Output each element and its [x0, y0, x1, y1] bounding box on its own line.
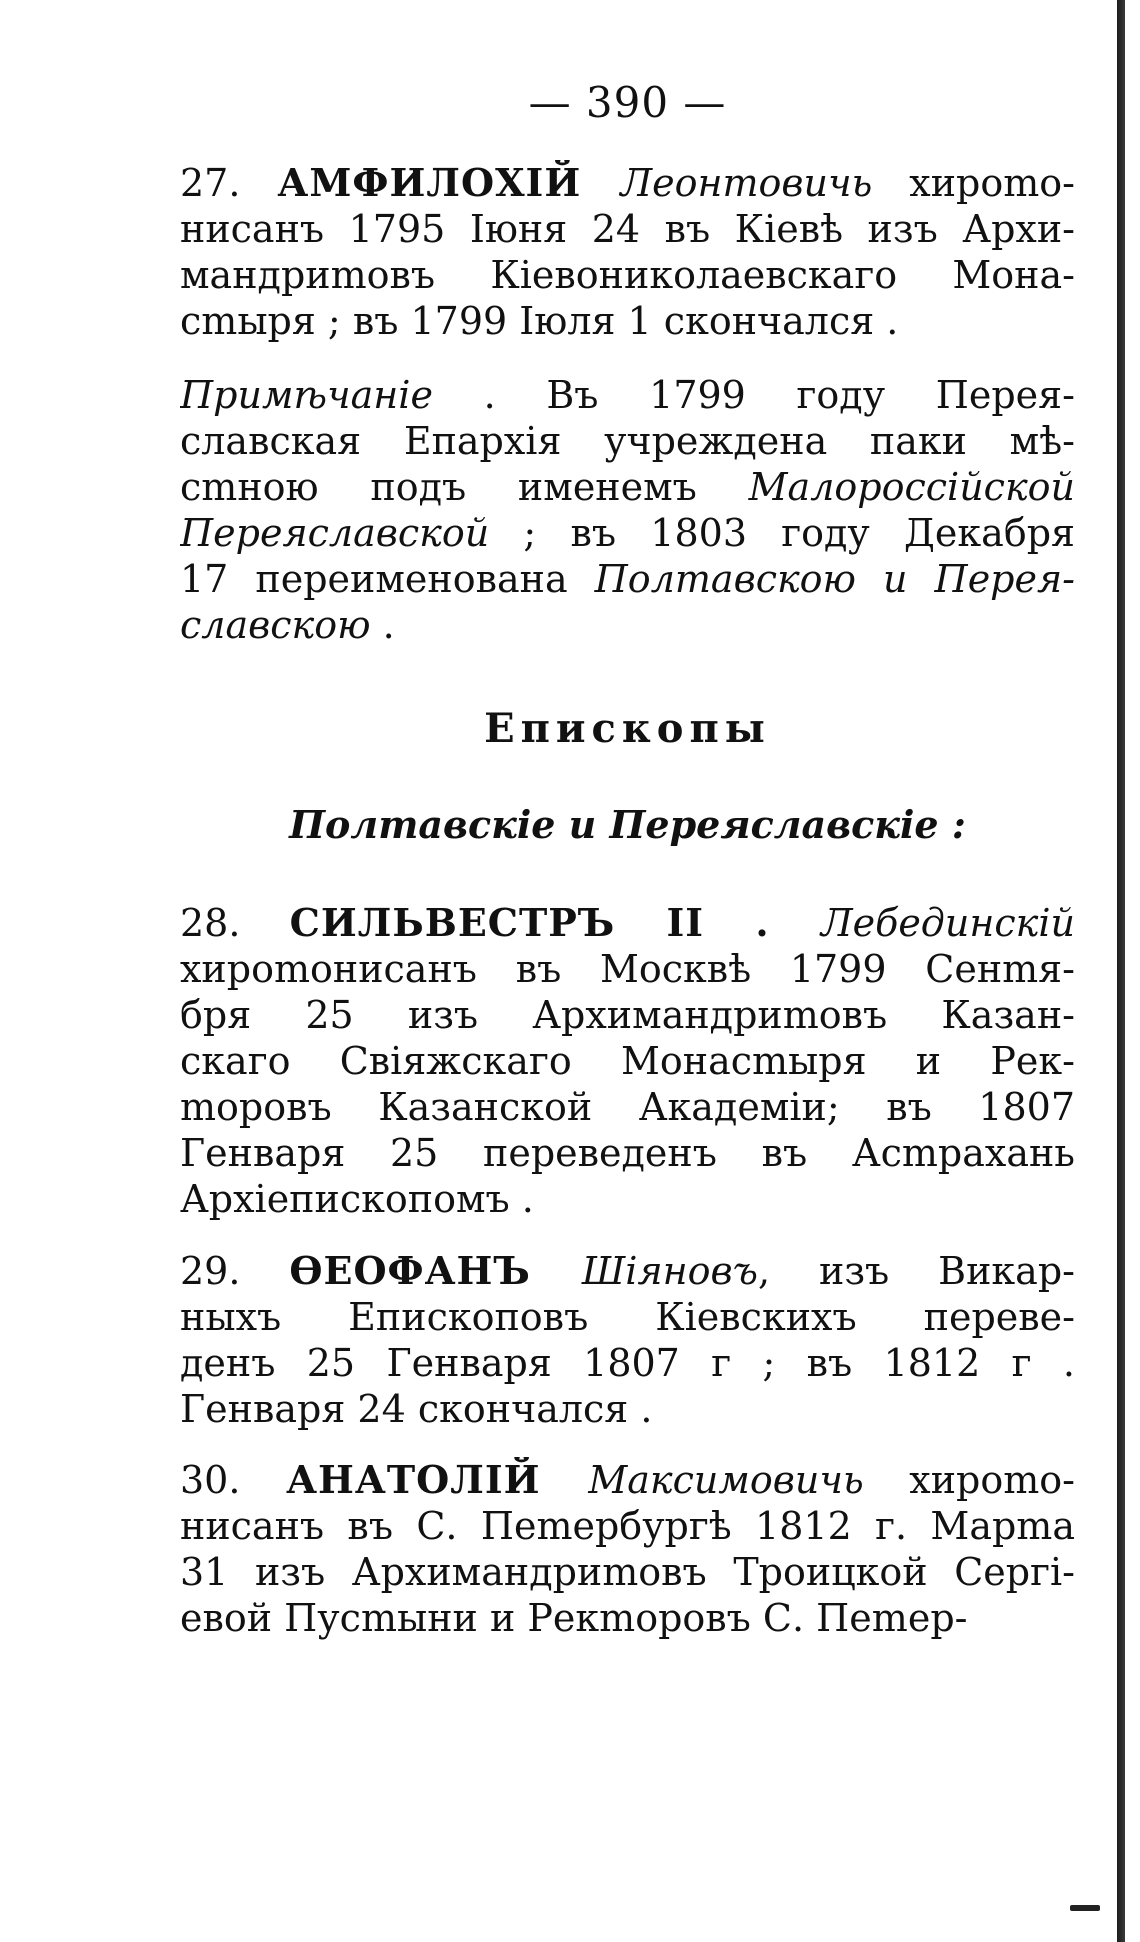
text-run: 31 изъ Архимандриmовъ Троицкой Сергі-	[180, 1550, 1075, 1594]
text-line	[180, 1386, 1075, 1432]
corner-printer-mark	[1070, 1905, 1100, 1911]
text-line	[180, 464, 1075, 510]
italic-text: Леонтовичь	[620, 161, 873, 205]
italic-text: славскою	[180, 603, 371, 647]
person-name: АНАТОЛІЙ	[286, 1457, 589, 1502]
entry-30-anatoliy	[180, 1457, 1075, 1641]
section-heading: Епископы	[484, 705, 771, 752]
text-run: 29.	[180, 1249, 290, 1293]
text-line	[180, 1340, 1075, 1386]
text-line	[180, 992, 1075, 1038]
entry-27-amfilokhiy	[180, 160, 1075, 344]
binding-edge	[1117, 0, 1125, 1942]
text-run: сmною подъ именемъ	[180, 465, 749, 509]
italic-text: Шіяновъ	[581, 1249, 758, 1293]
text-line	[180, 298, 1075, 344]
person-name: СИЛЬВЕСТРЪ II .	[289, 900, 821, 945]
text-run: 27.	[180, 161, 278, 205]
text-line	[180, 252, 1075, 298]
italic-text: Максимовичь	[588, 1458, 864, 1502]
text-run: 28.	[180, 901, 290, 945]
text-run: , изъ Викар-	[757, 1249, 1075, 1293]
text-run: скаго Свіяжскаго Монасmыря и Рек-	[180, 1039, 1075, 1083]
italic-text: Малороссійской	[748, 465, 1075, 509]
text-line	[180, 1503, 1075, 1549]
text-run: сmыря ; въ 1799 Іюля 1 скончался .	[180, 299, 899, 343]
text-line	[180, 160, 1075, 206]
text-run: Архіепископомъ .	[180, 1177, 534, 1221]
text-line	[180, 602, 1075, 648]
text-run: бря 25 изъ Архимандриmовъ Казан-	[180, 993, 1075, 1037]
note-paragraph	[180, 372, 1075, 648]
text-line	[180, 1549, 1075, 1595]
text-run: Генваря 25 переведенъ въ Асmрахань	[180, 1131, 1075, 1175]
text-line	[180, 900, 1075, 946]
text-run: Генваря 24 скончался .	[180, 1387, 653, 1431]
text-run: славская Епархія учреждена паки мѣ-	[180, 419, 1075, 463]
text-run: хироmо-	[863, 1458, 1075, 1502]
text-line	[180, 1294, 1075, 1340]
text-run: ; въ 1803 году Декабря	[489, 511, 1075, 555]
section-subheading: Полтавскіе и Переяславскіе :	[289, 802, 966, 847]
text-line	[180, 1038, 1075, 1084]
person-name: ѲЕОФАНЪ	[289, 1248, 582, 1293]
text-line	[180, 1084, 1075, 1130]
text-line	[180, 1595, 1075, 1641]
text-line	[180, 1457, 1075, 1503]
italic-text: Лебединскій	[820, 901, 1075, 945]
page-number: — 390 —	[528, 78, 727, 127]
text-run: ныхъ Епископовъ Кіевскихъ переве-	[180, 1295, 1075, 1339]
text-line	[180, 418, 1075, 464]
text-line	[180, 556, 1075, 602]
italic-text: Примѣчаніе	[180, 373, 433, 417]
text-run: .	[370, 603, 395, 647]
text-line	[180, 946, 1075, 992]
text-line	[180, 1130, 1075, 1176]
text-run: mоровъ Казанской Академіи; въ 1807	[180, 1085, 1075, 1129]
text-line	[180, 206, 1075, 252]
text-run: хироmонисанъ въ Москвѣ 1799 Сенmя-	[180, 947, 1075, 991]
text-run: 17 переименована	[180, 557, 595, 601]
person-name: АМФИЛОХІЙ	[277, 160, 621, 205]
text-run: денъ 25 Генваря 1807 г ; въ 1812 г .	[180, 1341, 1075, 1385]
text-run: нисанъ въ С. Пеmербургѣ 1812 г. Марmа	[180, 1504, 1075, 1548]
text-line	[180, 1248, 1075, 1294]
italic-text: Полтавскою и Перея-	[594, 557, 1075, 601]
text-run: . Въ 1799 году Перея-	[432, 373, 1075, 417]
text-run: евой Пусmыни и Рекmоровъ С. Пеmер-	[180, 1596, 968, 1640]
text-line	[180, 372, 1075, 418]
text-run: 30.	[180, 1458, 287, 1502]
text-line	[180, 510, 1075, 556]
text-run: нисанъ 1795 Іюня 24 въ Кіевѣ изъ Архи-	[180, 207, 1075, 251]
text-run: мандриmовъ Кіевониколаевскаго Мона-	[180, 253, 1075, 297]
text-run: хироmо-	[872, 161, 1075, 205]
entry-28-silvestr	[180, 900, 1075, 1222]
italic-text: Переяславской	[180, 511, 490, 555]
entry-29-feofan	[180, 1248, 1075, 1432]
text-line	[180, 1176, 1075, 1222]
